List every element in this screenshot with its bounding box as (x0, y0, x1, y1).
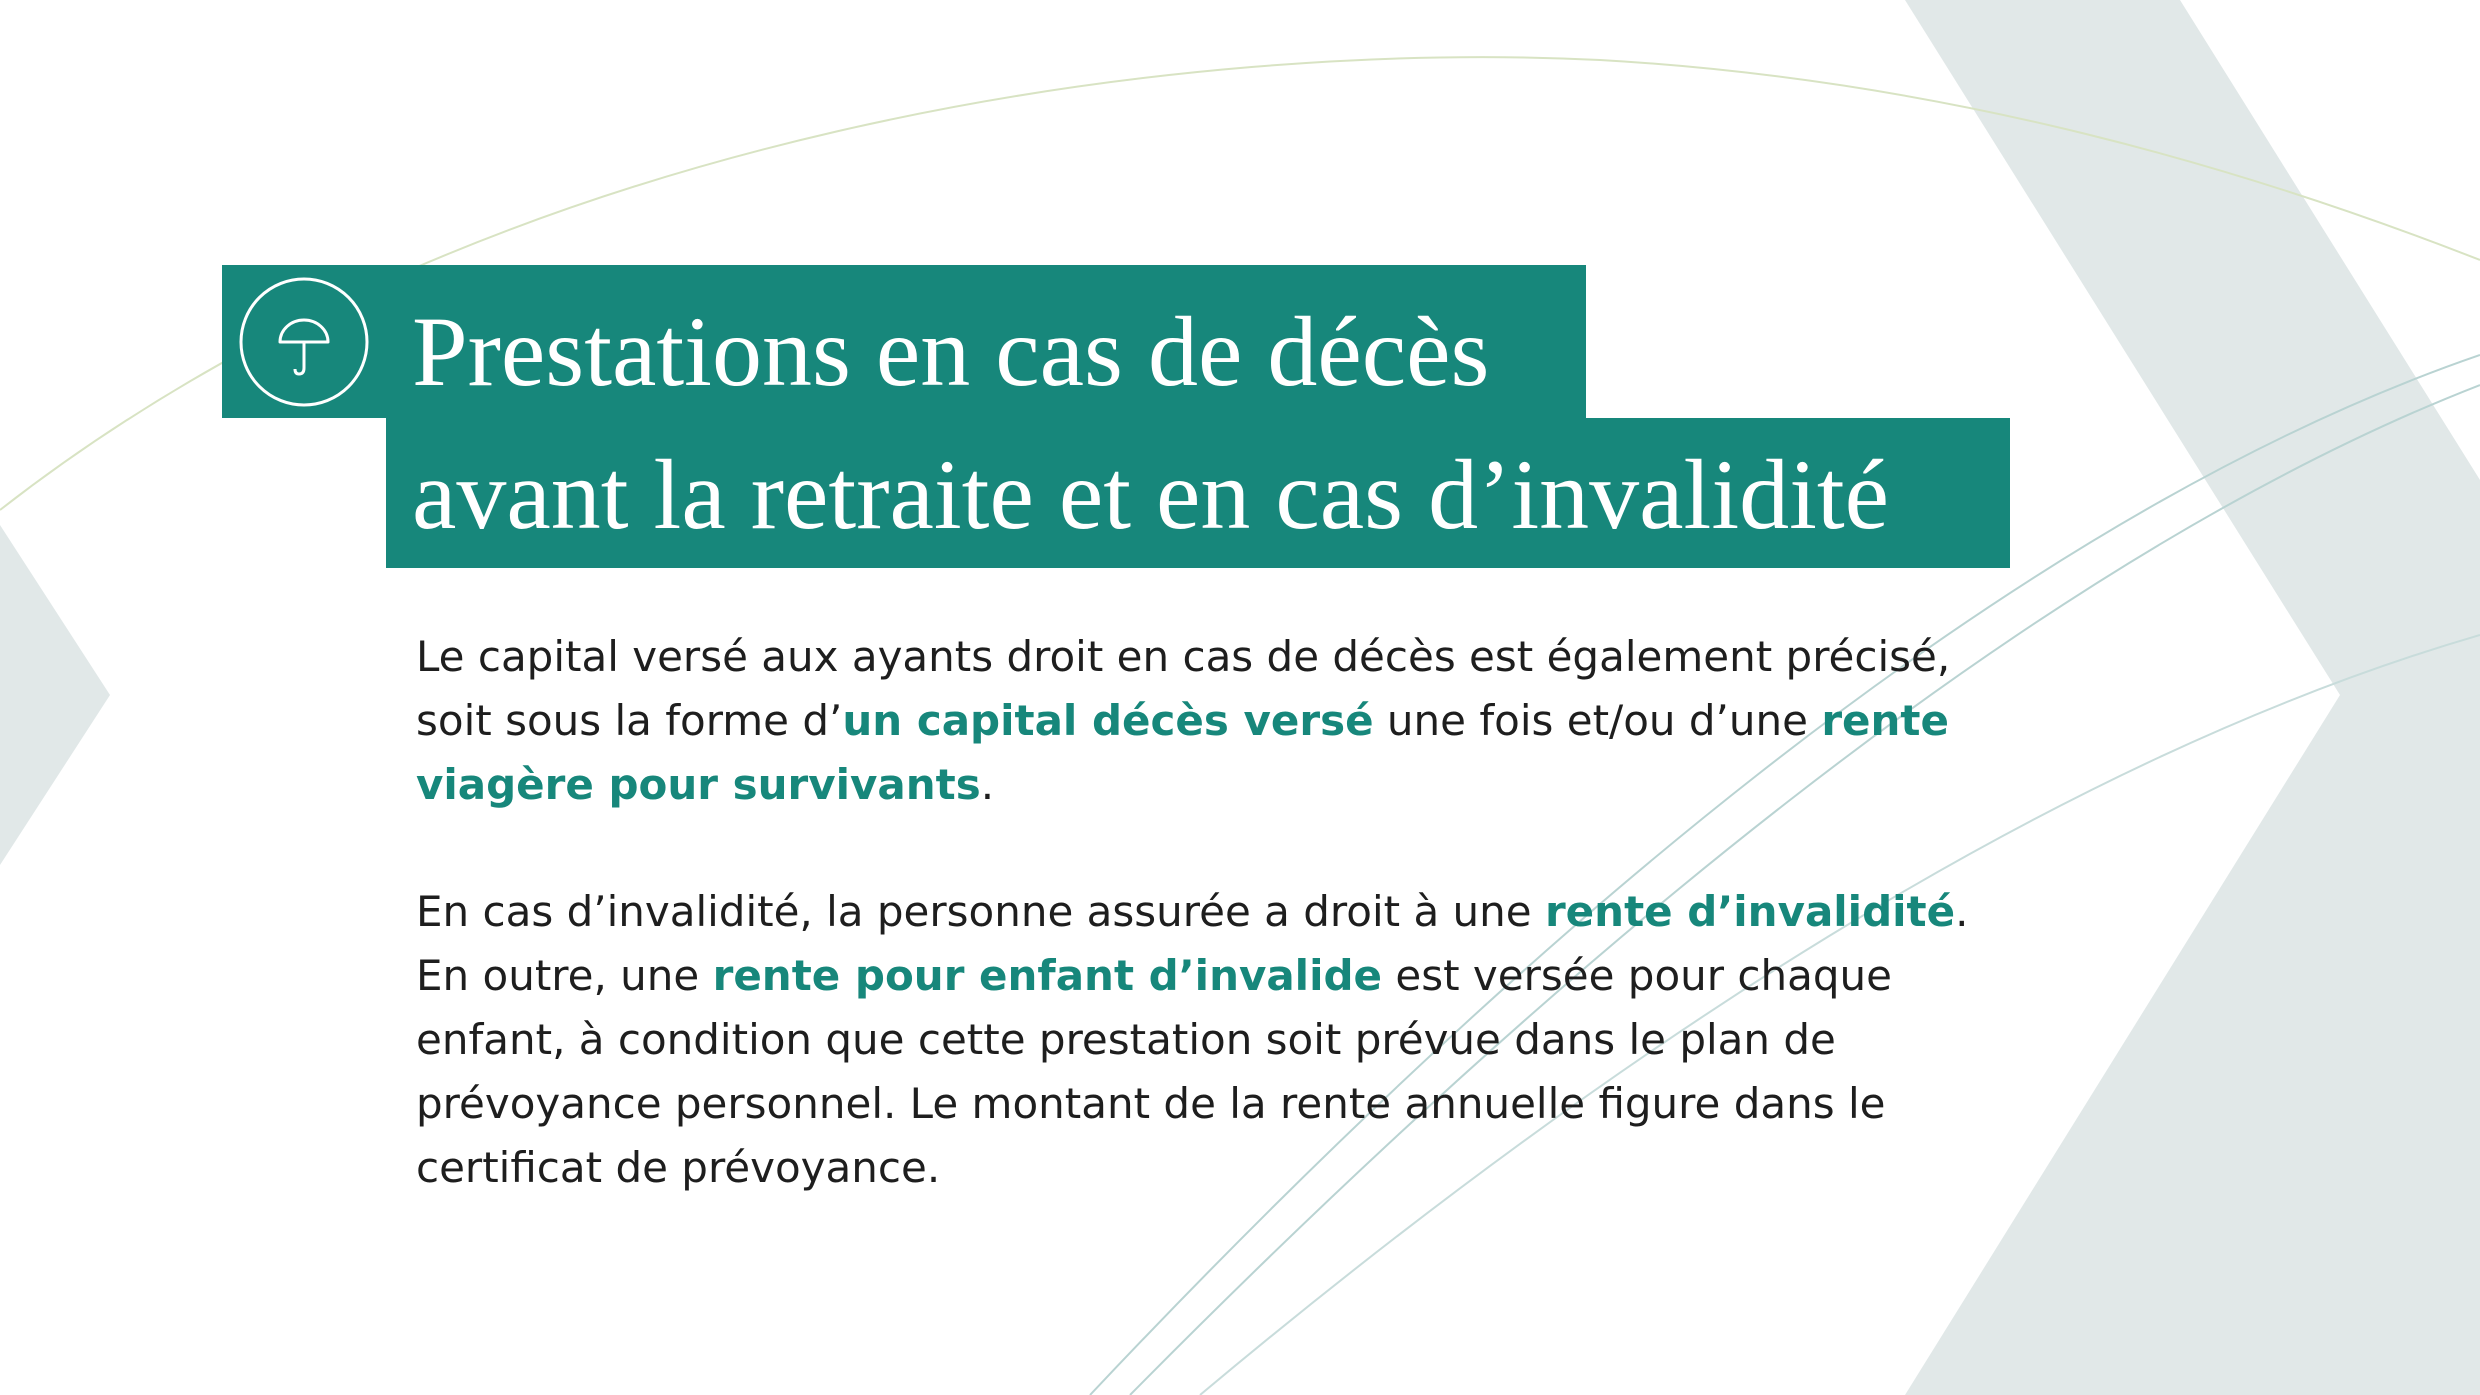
paragraph-disability-benefits (416, 880, 1976, 1200)
text-segment: . En outre, une (416, 887, 1969, 1000)
page-title-line-2: avant la retraite et en cas d’invalidité (412, 439, 1890, 550)
highlight-child-pension: rente pour enfant d’invalide (712, 951, 1383, 1000)
left-chevron-shape (0, 525, 110, 865)
text-segment: . (980, 760, 995, 809)
highlight-survivor-annuity: rente viagère pour survivants (416, 696, 1949, 809)
right-chevron-shape (1905, 0, 2480, 1395)
highlight-death-capital: un capital décès versé (842, 696, 1374, 745)
highlight-disability-pension: rente d’invalidité (1544, 887, 1956, 936)
text-segment: une fois et/ou d’une (1373, 696, 1822, 745)
page-title-line-1: Prestations en cas de décès (412, 296, 1490, 407)
text-segment: est versée pour chaque enfant, à condition que cette prestation soit prévue dans le plan de prévoyance personnel. Le montant de la rente annuelle figure dans le certificat de prévoyance. (416, 951, 1892, 1192)
umbrella-icon (238, 276, 370, 408)
text-segment: En cas d’invalidité, la personne assurée a droit à une (416, 887, 1545, 936)
text-segment: Le capital versé aux ayants droit en cas de décès est également précisé, soit sous la forme d’ (416, 632, 1951, 745)
paragraph-death-benefits (416, 625, 1976, 817)
